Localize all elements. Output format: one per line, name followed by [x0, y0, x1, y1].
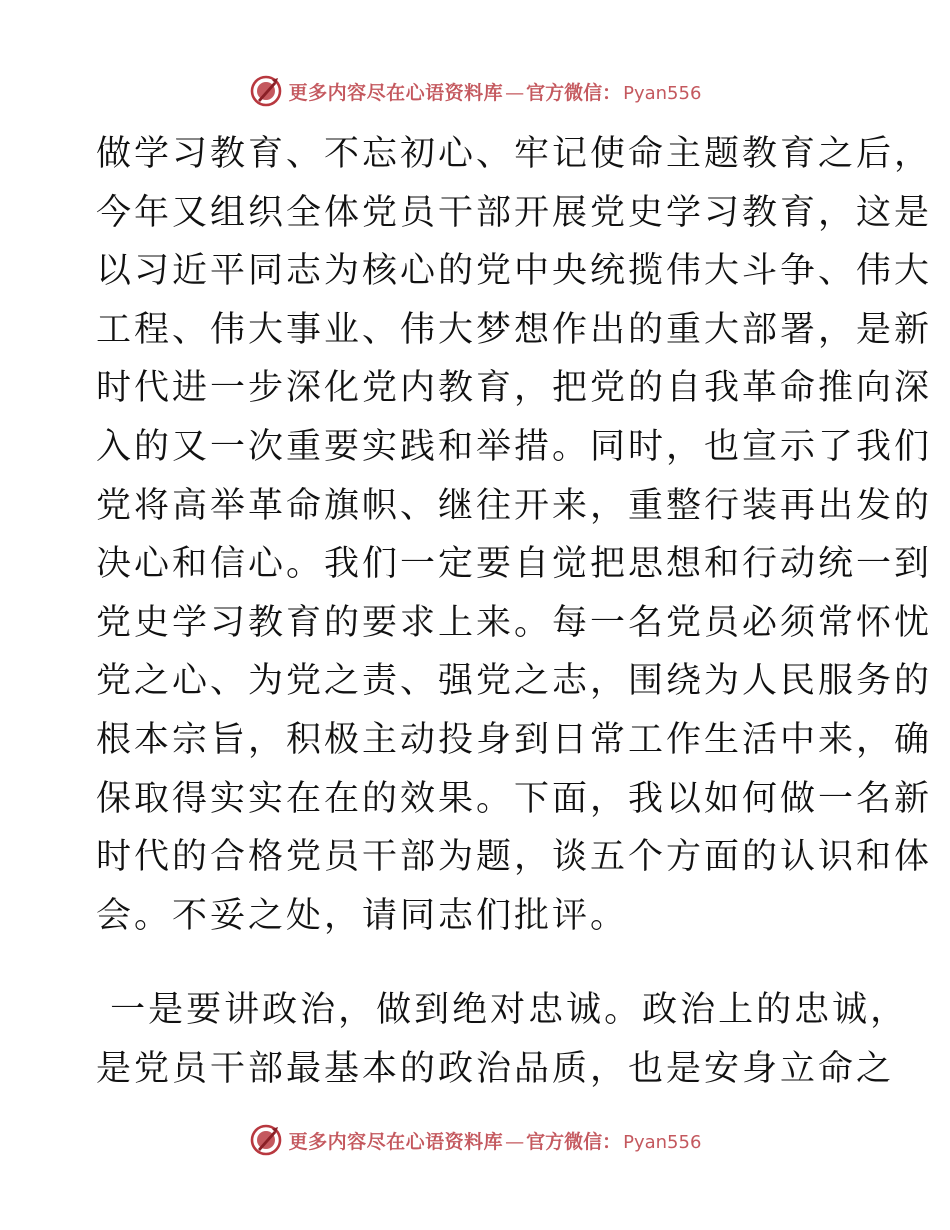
- banner-separator: —: [505, 81, 525, 104]
- text-line: 时代的合格党员干部为题，谈五个方面的认识和体: [96, 837, 933, 878]
- document-body: [96, 125, 933, 1099]
- banner-separator: —: [505, 1130, 525, 1153]
- banner-site-text: 更多内容尽在心语资料库: [288, 1130, 504, 1153]
- text-line: 党将高举革命旗帜、继往开来，重整行装再出发的: [96, 485, 933, 526]
- text-line: 决心和信心。我们一定要自觉把思想和行动统一到: [96, 544, 933, 585]
- quill-seal-icon: [249, 1123, 283, 1157]
- text-line: 保取得实实在在的效果。下面，我以如何做一名新: [96, 778, 933, 819]
- text-line: 党之心、为党之责、强党之志，围绕为人民服务的: [96, 661, 933, 702]
- text-line: 做学习教育、不忘初心、牢记使命主题教育之后，: [96, 134, 933, 174]
- text-line: 入的又一次重要实践和举措。同时，也宣示了我们: [96, 426, 933, 467]
- text-line: 时代进一步深化党内教育，把党的自我革命推向深: [96, 368, 933, 409]
- quill-seal-icon: [249, 74, 283, 108]
- banner-wechat-label: 官方微信：: [526, 1130, 622, 1153]
- banner-wechat-id: Pyan556: [623, 82, 702, 104]
- text-line: 工程、伟大事业、伟大梦想作出的重大部署，是新: [96, 309, 933, 350]
- text-line: 根本宗旨，积极主动投身到日常工作生活中来，确: [96, 719, 933, 760]
- paragraph-1: [96, 125, 933, 945]
- text-line: 党史学习教育的要求上来。每一名党员必须常怀忧: [96, 602, 933, 643]
- banner-site-text: 更多内容尽在心语资料库: [288, 81, 504, 104]
- text-line: 会。不妥之处，请同志们批评。: [96, 895, 629, 936]
- header-banner: [0, 71, 950, 111]
- footer-banner: [0, 1120, 950, 1160]
- text-line: 今年又组织全体党员干部开展党史学习教育，这是: [96, 192, 933, 233]
- text-line: 一是要讲政治，做到绝对忠诚。政治上的忠诚，: [96, 990, 909, 1031]
- text-line: 是党员干部最基本的政治品质，也是安身立命之: [96, 1048, 895, 1089]
- text-line: 以习近平同志为核心的党中央统揽伟大斗争、伟大: [96, 251, 933, 292]
- paragraph-2: [96, 981, 909, 1098]
- banner-wechat-id: Pyan556: [623, 1131, 702, 1153]
- banner-wechat-label: 官方微信：: [526, 81, 622, 104]
